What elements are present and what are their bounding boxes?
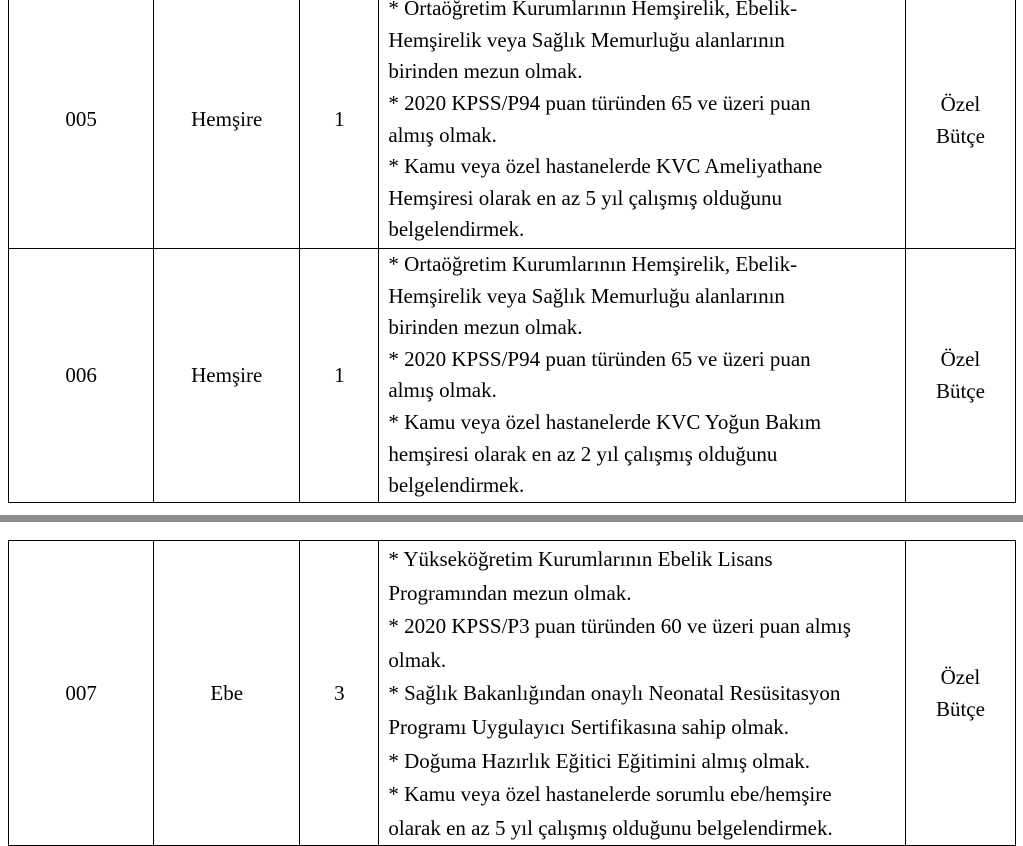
requirement-line: * Kamu veya özel hastanelerde KVC Ameliyathane xyxy=(388,154,823,179)
table-row xyxy=(9,249,1016,503)
position-code: 007 xyxy=(9,541,154,846)
positions-table-page1 xyxy=(8,0,1016,503)
position-count: 1 xyxy=(300,0,379,249)
budget-line: Özel xyxy=(940,347,981,372)
requirement-line: Programı Uygulayıcı Sertifikasına sahip olmak. xyxy=(388,714,790,739)
requirement-line: birinden mezun olmak. xyxy=(388,315,583,340)
position-code: 006 xyxy=(9,249,154,503)
position-title: Hemşire xyxy=(154,0,300,249)
requirement-line: * Kamu veya özel hastanelerde sorumlu ebe/hemşire xyxy=(388,782,832,807)
requirement-line: belgelendirmek. xyxy=(388,217,525,242)
requirement-line: Programından mezun olmak. xyxy=(388,580,632,605)
requirement-line: * 2020 KPSS/P94 puan türünden 65 ve üzeri puan xyxy=(388,346,811,371)
position-title: Hemşire xyxy=(154,249,300,503)
budget-line: Bütçe xyxy=(935,697,985,722)
requirement-line: * 2020 KPSS/P3 puan türünden 60 ve üzeri puan almış xyxy=(388,614,851,639)
page-separator xyxy=(0,515,1023,522)
requirement-line: almış olmak. xyxy=(388,378,497,403)
table-row xyxy=(9,541,1016,846)
requirement-line: olarak en az 5 yıl çalışmış olduğunu belgelendirmek. xyxy=(388,815,833,840)
position-title: Ebe xyxy=(154,541,300,846)
requirement-line: * Ortaöğretim Kurumlarının Hemşirelik, Ebelik- xyxy=(388,0,798,21)
requirement-line: Hemşirelik veya Sağlık Memurluğu alanlarının xyxy=(388,283,785,308)
position-code: 005 xyxy=(9,0,154,249)
positions-table-page2 xyxy=(8,540,1016,846)
requirement-line: almış olmak. xyxy=(388,122,497,147)
requirement-line: olmak. xyxy=(388,647,447,672)
requirement-line: hemşiresi olarak en az 2 yıl çalışmış olduğunu xyxy=(388,441,778,466)
requirement-line: * Kamu veya özel hastanelerde KVC Yoğun Bakım xyxy=(388,409,822,434)
budget-cell xyxy=(905,249,1015,503)
budget-line: Özel xyxy=(940,91,981,116)
requirement-line: belgelendirmek. xyxy=(388,473,525,498)
requirements-cell xyxy=(379,541,906,846)
requirement-line: Hemşiresi olarak en az 5 yıl çalışmış olduğunu xyxy=(388,185,783,210)
requirement-line: Hemşirelik veya Sağlık Memurluğu alanlarının xyxy=(388,27,785,52)
requirement-line: * Doğuma Hazırlık Eğitici Eğitimini almış olmak. xyxy=(388,748,811,773)
requirement-line: * Sağlık Bakanlığından onaylı Neonatal Resüsitasyon xyxy=(388,681,841,706)
position-count: 1 xyxy=(300,249,379,503)
requirement-line: birinden mezun olmak. xyxy=(388,59,583,84)
requirement-line: * 2020 KPSS/P94 puan türünden 65 ve üzeri puan xyxy=(388,90,811,115)
requirements-cell xyxy=(379,0,906,249)
requirement-line: * Yükseköğretim Kurumlarının Ebelik Lisans xyxy=(388,547,773,571)
position-count: 3 xyxy=(300,541,379,846)
requirements-cell xyxy=(379,249,906,503)
budget-line: Bütçe xyxy=(935,123,985,148)
budget-line: Bütçe xyxy=(935,379,985,404)
budget-cell xyxy=(905,541,1015,846)
requirement-line: * Ortaöğretim Kurumlarının Hemşirelik, Ebelik- xyxy=(388,252,798,276)
table-row xyxy=(9,0,1016,249)
budget-line: Özel xyxy=(940,665,981,690)
budget-cell xyxy=(905,0,1015,249)
